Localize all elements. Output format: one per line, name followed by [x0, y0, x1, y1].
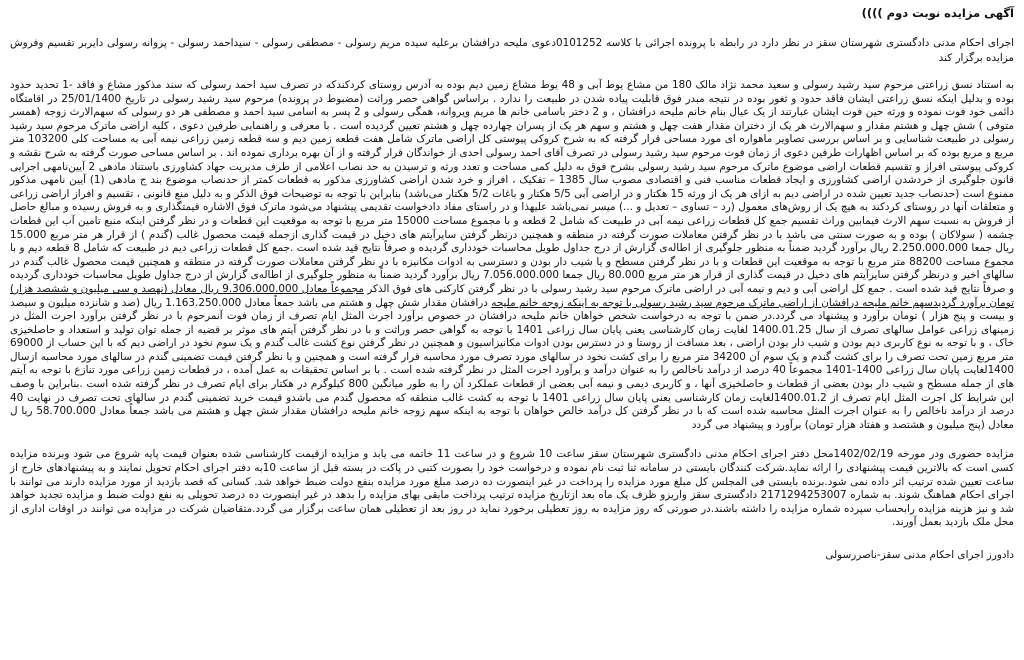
- body-paragraph-2: درافشان مقدار شش چهل و هشتم می باشد جمعاً معادل 1.163.250.000 ریال (صد و شانزده میلیون و سیصد و بیست و پنج هزار ) تومان برآورد و پیشنهاد می گردد.در ضمن با توجه به درخواست شخص خواهان خانم ملیحه درافشان در خصوص برآورد اجرت المثل ایام تصرف از زمان فوت آنمرحوم با در نظر گرفتن برآورد اجرت المثل در زمینهای زراعی عوامل سالهای تصرف از سال 1400.01.25 لغایت زمان کارشناسی یعنی پایان سال زراعی 1401 با توجه به گواهی حصر وراثت و با در نظر گرفتن آیتم های موثر بر قضیه از جمله توان تولید و استعداد و حاصلخیزی خاک ، و با توجه به نوع کاربری دیم بودن و شیب دار بودن اراضی ، بعد مسافت از روستا و در دسترس بودن ادوات مکانیزاسیون و همچنین در نظر گرفتن نوع کشت غالب گندم و یک سوم نخود در اراضی دیم که با این حساب از 69000 متر مربع زمین تحت تصرف را برای کشت گندم و یک سوم آن 34200 متر مربع را برای کشت نخود در سالهای مورد تصرف مورد محاسبه قرار گرفته است و همچنین و با نظر گرفتن قیمت تضمینی گندم در سالهای مورد محاسبه ازسال 1400لغایت پایان سال زراعی 1400-1401 مجموعاً 40 درصد از درآمد ناخالص را به عنوان درآمد و برآورد اجرت المثل در نظر گرفته شده است . با بر اساس تحقیقات به عمل آمده ، در قطعات زمین زراعی مورد تنازع با توجه به آیتم های از جمله مسطح و شیب دار بودن بعضی از قطعات و حاصلخیزی آنها ، و کاربری دیمی و نیمه آبی بعضی از قطعات عملکرد آن را به طور میانگین 800 کیلوگرم در هکتار برای ایام تصرف در نظر گرفته شده است .بنابراین با وصف این شرایط کل اجرت المثل ایام تصرف از 1400.01.2لغایت زمان کارشناسی یعنی پایان سال زراعی 1401 با توجه به کشت غالب منطقه که محصول گندم می باشدو قیمت خرید تضمینی گندم در سالهای تحت تصرف در نهایت 40 درصد از درآمد ناخالص را به عنوان اجرت المثل محاسبه شده است که با در نظر گرفتن کل درآمد خالص خواهان با توجه به اینکه سهم زوجه خانم ملیحه درافشان مقدار شش چهل و هشتم می باشد جمعاً معادل 58.700.000 ریا ل معادل (پنج میلیون و هشتصد و هفتاد هزار تومان) برآورد و پیشنهاد می گردد: [10, 296, 1015, 431]
- notice-body: [10, 79, 1014, 432]
- signature: دادورز اجرای احکام مدنی سقز-ناصررسولی: [825, 549, 1014, 561]
- body-paragraph-1: به استناد نسق زراعتی مرحوم سید رشید رسولی و سعید محمد نژاد مالک 180 من مشاع یوط آبی و 48 یوط مشاع زمین دیم بوده به آدرس روستای کردکندکه در تصرف سید احمد رسولی که سند مذکور مشاع و فاقد -1 تحدید حدود بوده و بدلیل اینکه نسق زراعتی ایشان فاقد حدود و ثغور بوده در نتیجه مبدر فوق قابلیت پیاده شدن در طبیعت را ندارد . براساس گواهی حصر وراثت (مضبوط در پرونده) مرحوم سید رشید رسولی در تاریخ 25/01/1400 در اقامتگاه دائمی خود فوت نموده و ورثه حین فوت ایشان عبارتند از یک عیال بنام خانم ملیحه درافشان ، و 2 دختر باسامی خانم ها مریم ویروانه، همگی رسولی و 2 پسر به اسامی سید احمد و مصطفی هر دو رسولی که سهم‌الارث زوجه (همسر متوفی ) شش چهل و هشتم مقدار و سهم‌الارث هر یک از دختران مقدار هفت چهل و هشتم و سهم هر یک از پسران چهارده چهل و هشتم تعیین گردیده است . با معرفی و راهنمایی طرفین دعوی ، کلیه اراضی ماترک مرحوم سید رشید رسولی در طبیعت شناسایی و بر اساس بررسی تصاویر ماهواره ای مورد مساحی قرار گرفته که به شرح کروکی پیوستی کل اراضی ماترک شامل هفت قطعه زمین دیم و سه قطعه زمین زراعی نیمه آبی به مساحت کلی 103200 متر مربع و مربع بوده که بر اساس اظهارات طرفین دعوی از زمان فوت مرحوم سید رشید رسولی در تصرف آقای احمد رسولی احدی از خواندگان قرار گرفته و از آن بهره برداری نموده اند . بر اساس مساحی صورت گرفته به شرح نقشه و کروکی پیوستی افراز و تقسیم قطعات اراضی موضوع ماترک مرحوم سید رشید رسولی بشرح فوق به دلیل کمی مساحت و تعدد ورثه و ترسیدن به حد نصاب اعلامی از طرف مدیریت جهاد کشاورزی باستناد مادهی 2 آیین‌نامهی اجرایی قانون جلوگیری از خردشدن اراضی کشاورزی و ایجاد قطعات مناسب فنی و اقتصادی مصوب سال 1385 – تفکیک ، افراز و خرد شدن اراضی کشاورزی مذکور به قطعات کمتر از حدنصاب موضوع بند ج مادهی (1) آیین نامهی مذکور ممنوع است (حدنصاب جدید تعیین شده در اراضی دیم به ازای هر یک از ورثه 15 هکتار و در اراضی آبی 5/5 هکتار و باغات 5/2 هکتار می‌باشد) بنابراین با توجه به توضیحات فوق الذکر و به دلیل منع قانونی ، تقسیم و افراز اراضی زراعی و متعلقات آنها در روستای کردکند به هیچ یک از روش‌های معمول (رد – تساوی – تعدیل و ...) میسر نمی‌باشد علیهذا و در راستای مفاد دادخواست تقدیمی پیشنهاد می‌شود ماترک فوق الاشاره قیمتگذاری و به فروش رسیده و مبالغ حاصل از فروش به نسبت سهم الارث فیمابین وراث تقسیم جمع کل قطعات زراعی نیمه آبی در طبیعت که شامل 2 قطعه و با مجموع مساحت 15000 متر مربع با توجه به موقعیت این قطعات و در نظر گرفتن اینکه منبع تامین آب این قطعات چشمه ( سولاکان ) بوده و به صورت سنتی می باشد با در نظر گرفتن معاملات صورت گرفته در منطقه و همچنین درنظر گرفتن سایرآیتم های دخیل در قیمت گذاری ازجمله قیمت محصول غالب (گندم ) از قرار هر متر مربع 15.000 ریال جمعا 2.250.000.000 ریال برآورد گردید ضمناً به منظور جلوگیری از اطاله‌ی گزارش از درج جداول طویل محاسبات خودداری گردیده و صرفاً نتایج قید شده است .جمع کل قطعات زراعی دیم در طبیعت که شامل 8 قطعه دیم و با مجموع مساحت 88200 متر مربع با توجه به موقعیت این قطعات و با در نظر گرفتن مسطح و یا شیب دار بودن و دسترسی به ادوات مکانیزه با در نظر گرفتن معاملات صورت گرفته در منطقه و همچنین قیمت محصول غالب گندم در سالهای اخیر و درنظر گرفتن سایرآیتم های دخیل در قیمت گذاری از قرار هر متر مربع 80.000 ریال جمعا 7.056.000.000 ریال برآورد گردید ضمناً به منظور جلوگیری از اطاله‌ی گزارش از درج جداول طویل محاسبات خودداری گردیده و صرفاً نتایج قید شده است . جمع کل اراضی آبی و دیم و نیمه آبی در اراضی ماترک مرحوم سید رشید رسولی با در نظر گرفتن کارکنی های فوق الذکر: [10, 79, 1015, 295]
- notice-intro: اجرای احکام مدنی دادگستری شهرستان سقز در نظر دارد در رابطه با پرونده اجرائی با کلاسه 0101252دعوی ملیحه درافشان برعلیه سیده مریم رسولی - مصطفی رسولی - سیداحمد رسولی - پروانه رسولی دایربر تقسیم وفروش مزایده برگزار کند: [10, 37, 1014, 64]
- body-underlined-total: مجموعاً معادل 9.306.000.000 ریال معادل (نهصد و سی میلیون و ششصد هزار) تومان برآورد گردیدسهم خانم ملیحه درافشان از اراضی ماترک مرحوم سید رشید رسولی با توجه به اینکه زوجه خانم ملیحه: [10, 282, 1014, 309]
- auction-terms: مزایده حضوری ودر مورخه 1402/02/19محل دفتر اجرای احکام مدنی دادگستری شهرستان سقز ساعت 10 شروع و در ساعت 11 خاتمه می یابد و مزایده ازقیمت کارشناسی شده بعنوان قیمت پایه شروع می شود وبرنده مزایده کسی است که بالاترین قیمت پیشنهادی را ارائه نماید.شرکت کنندگان بایستی در سامانه ثنا ثبت نام نموده و درخواست خود را بصورت کتبی در پاکت در بسته قبل از ساعت 10به دفتر اجرای احکام تحویل نمایند و به پیشنهادهای خارج از ساعت تعیین شده ترتیب اثر داده نمی شود.برنده بایستی فی المجلس کل مبلغ مورد مزایده را پرداخت در غیر اینصورت ده درصد مبلغ مورد مزایده بنفع دولت ضبط خواهد شد. کسانی که قصد بازدید از مورد مزایده دارند می توانند با اجرای احکام هماهنگ شوند. به شماره 2171294253007 دادگستری سقز واریزو ظرف یک ماه بعد ازتاریخ مزایده ترتیب پرداخت مابقی بهای مزایده را بدهد در غیر اینصورت ده درصد تحویلی به نفع دولت ضبط و مزایده تجدید خواهد شد و نیز هزینه مزایده رابحساب سپرده شماره مزایده را داشته باشند.در صورتی که روز مزایده به روز تعطیلی برخورد نماید در روز بعد از تعطیلی همان ساعت برگزار می گردد.متقاضیان شرکت در مزایده می توانند در اوقات اداری از محل ملک بازدید بعمل آورند.: [10, 448, 1015, 529]
- notice-title: آگهی مزایده نوبت دوم )))): [861, 6, 1014, 20]
